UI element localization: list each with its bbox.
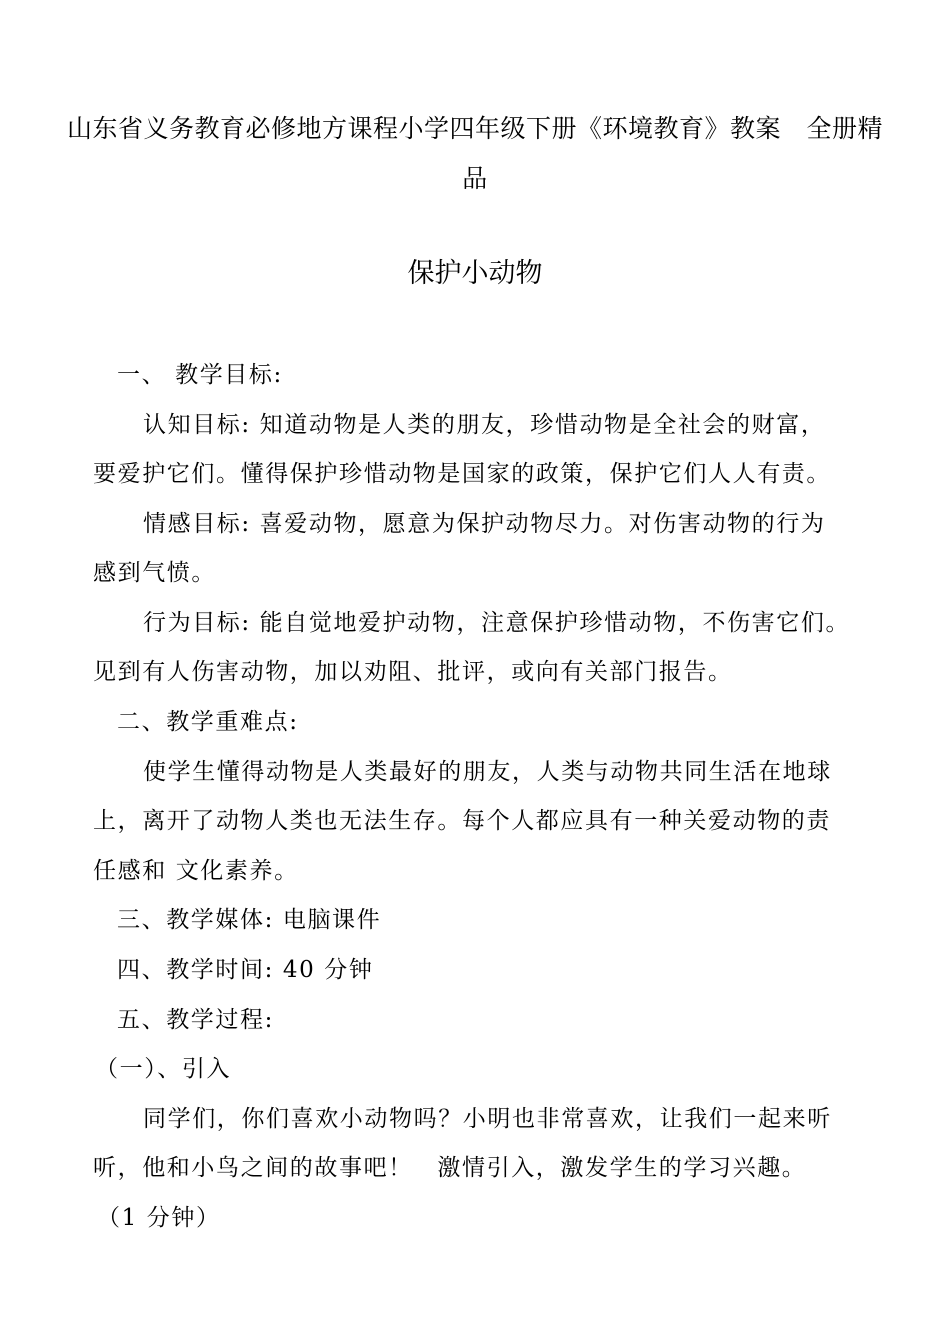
document-title: 山东省义务教育必修地方课程小学四年级下册《环境教育》教案 全册精品: [66, 114, 883, 193]
section-heading-key-points: 二、教学重难点:: [117, 709, 299, 735]
section-heading-time: 四、教学时间: 40 分钟: [117, 957, 374, 983]
paragraph-line: 任感和 文化素养。: [93, 858, 299, 884]
paragraph-line: 使学生懂得动物是人类最好的朋友，人类与动物共同生活在地球: [143, 759, 832, 785]
paragraph-line: 见到有人伤害动物，加以劝阻、批评，或向有关部门报告。: [93, 659, 733, 685]
section-heading-media: 三、教学媒体: 电脑课件: [117, 907, 382, 933]
paragraph-line: 上，离开了动物人类也无法生存。每个人都应具有一种关爱动物的责: [93, 808, 831, 834]
section-heading-objectives: 一、 教学目标:: [117, 362, 283, 388]
paragraph-line: 情感目标: 喜爱动物，愿意为保护动物尽力。对伤害动物的行为: [143, 511, 826, 537]
paragraph-line: 要爱护它们。懂得保护珍惜动物是国家的政策，保护它们人人有责。: [93, 461, 831, 487]
paragraph-line: 同学们，你们喜欢小动物吗？小明也非常喜欢，让我们一起来听: [143, 1106, 832, 1132]
section-heading-process: 五、教学过程:: [117, 1007, 274, 1033]
lesson-title: 保护小动物: [407, 258, 543, 289]
paragraph-line: 认知目标: 知道动物是人类的朋友，珍惜动物是全社会的财富，: [143, 412, 826, 438]
paragraph-line: 听，他和小鸟之间的故事吧！ 激情引入，激发学生的学习兴趣。: [93, 1155, 807, 1181]
paragraph-line: 感到气愤。: [93, 560, 216, 586]
paragraph-line: 行为目标: 能自觉地爱护动物，注意保护珍惜动物，不伤害它们。: [143, 610, 851, 636]
paragraph-line: （1 分钟）: [97, 1205, 221, 1231]
subsection-heading-intro: （一）、引入: [95, 1056, 232, 1082]
